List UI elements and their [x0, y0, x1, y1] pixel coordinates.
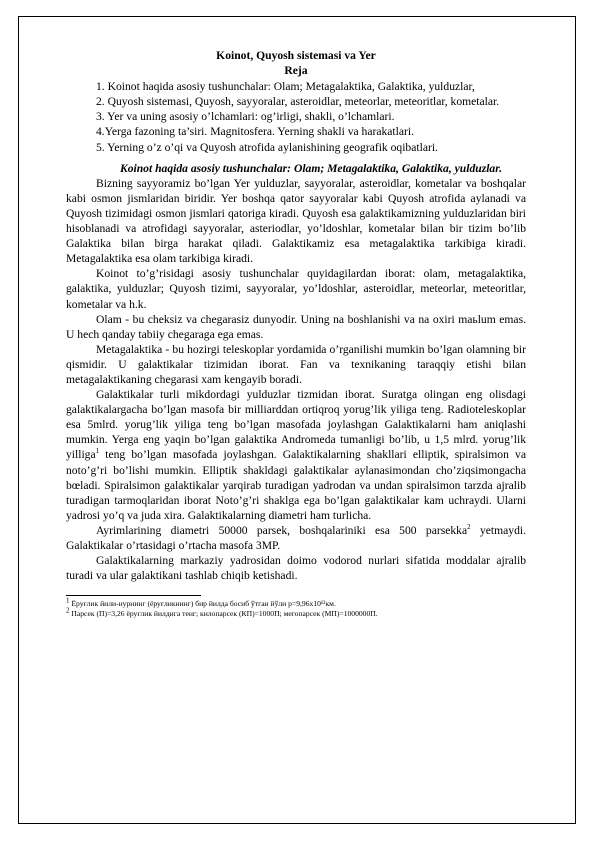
paragraph-text: Ayrimlarining diametri 50000 parsek, boshqalariniki esa 500 parsekka: [96, 523, 468, 537]
body-text: [66, 176, 526, 584]
paragraph: Bizning sayyoramiz bo’lgan Yer yulduzlar, sayyoralar, asteroidlar, kometalar va boshqalar kabi osmon jismlaridan biridir. Yer boshqa qator sayyoralar kabi Quyosh atrofida aylanadi va Quyosh tizimidagi osmon jismlari qatoriga kiradi. Quyosh esa galaktikamizning yulduzlaridan biri hisoblanadi va atrofidagi sayyoralar, asteriodlar, yo’ldoshlar, kometalar bilan bir tizim bo’lib Galaktika bilan birga harakat qiladi. Galaktikamiz esa metagalaktika tarkibiga kiradi. Metagalaktika esa olam tarkibiga kiradi.: [66, 176, 526, 266]
paragraph: [66, 523, 526, 553]
footnote: [66, 606, 526, 619]
footnote-ref[interactable]: 1: [95, 447, 100, 456]
paragraph: Koinot to’g’risidagi asosiy tushunchalar quyidagilardan iborat: olam, metagalaktika, galaktika, yulduzlar; Quyosh tizimi, sayyoralar, yo’ldoshlar, asteroidlar, meteorlar, meteoritlar, kometalar va h.k.: [66, 267, 526, 311]
paragraph-text: teng bo’lgan masofada joylashgan. Galaktikalarning shakllari elliptik, spiralsimon va noto’g’ri bo’lishi mumkin. Elliptik shakldagi galaktikalar aylanasimondan cho’ziqsimongacha bœladi. Spiralsimon galaktikalar yarqirab turadigan yadrodan va undan spiralsimon tarzda ajralib turadigan tarmoqlaridan iborat Noto’g’ri shaklga ega bo’lgan galaktikalar kam uchraydi. Ularni yadrosi yo’q va juda xira. Galaktikalarning diametri ham turlicha.: [66, 448, 526, 522]
footnote: [66, 596, 526, 609]
footnote-mark: 2: [66, 606, 70, 615]
paragraph-text: Galaktikalar turli mikdordagi yulduzlar tizmidan iborat. Suratga olingan eng olisdagi galaktikalargacha bo’lgan masofa bir milliarddan ortiqroq yorug’lik yiliga teng. Radioteleskoplar esa 5mlrd. yorug’lik yiliga teng bo’lgan masofada joylashgan Galaktikalarni ham aniqlashi mumkin. Yerga eng yaqin bo’lgan galaktika Andromeda tumanligi bo’lib, u 1,5 mlrd. yorug’lik yilliga: [66, 388, 526, 462]
paragraph-text: yetmaydi. Galaktikalar o’rtasidagi o’rtacha masofa 3MP.: [66, 523, 526, 552]
plan-item: 1. Koinot haqida asosiy tushunchalar: Olam; Metagalaktika, Galaktika, yulduzlar,: [96, 80, 475, 94]
plan-item: 5. Yerning o’z o’qi va Quyosh atrofida aylanishining geografik oqibatlari.: [96, 140, 438, 154]
footnote-text: Ёруғлик йили-нурнинг (ёруғликнинг) бир йилда босиб ўтган йўли р=9,96х10¹²км.: [69, 599, 336, 609]
footnote-divider: [66, 595, 201, 596]
section-heading: Koinot haqida asosiy tushunchalar: Olam; Metagalaktika, Galaktika, yulduzlar.: [119, 161, 503, 175]
paragraph: Metagalaktika - bu hozirgi teleskoplar yordamida o’rganilishi mumkin bo’lgan olamning bir qismidir. U galaktikalar tizimidan iborat. Fan va texnikaning taraqqiy etishi bilan metagalaktikaning chegarasi xam kengayib boradi.: [66, 342, 526, 386]
document-body: [66, 48, 526, 619]
footnote-ref[interactable]: 2: [467, 523, 471, 532]
plan-item: 4.Yerga fazoning ta’siri. Magnitosfera. Yerning shakli va harakatlari.: [96, 125, 415, 139]
plan-item: 3. Yer va uning asosiy o’lchamlari: og’irligi, shakli, o’lchamlari.: [96, 110, 395, 124]
paragraph: [66, 387, 526, 523]
footnote-mark: 1: [66, 596, 70, 605]
plan-item: 2. Quyosh sistemasi, Quyosh, sayyoralar, asteroidlar, meteorlar, meteoritlar, kometalar.: [96, 95, 500, 109]
paragraph: Olam - bu cheksiz va chegarasiz dunyodir. Uning na boshlanishi va na oxiri maьlum emas. U hech qanday tabiiy chegaraga ega emas.: [66, 312, 526, 341]
paragraph: Galaktikalarning markaziy yadrosidan doimo vodorod nurlari sifatida moddalar ajralib turadi va ular galaktikani tashlab chiqib ketishadi.: [66, 554, 526, 583]
footnote-text: Парсек (П)=3,26 ёруғлик йилдига тенг; килопарсек (КП)=1000П; мегопарсек (МП)=1000000П.: [69, 609, 378, 619]
document-title: Koinot, Quyosh sistemasi va Yer: [216, 49, 376, 62]
footnotes: [66, 596, 526, 619]
plan-list: [66, 79, 526, 154]
plan-heading: Reja: [284, 64, 308, 78]
